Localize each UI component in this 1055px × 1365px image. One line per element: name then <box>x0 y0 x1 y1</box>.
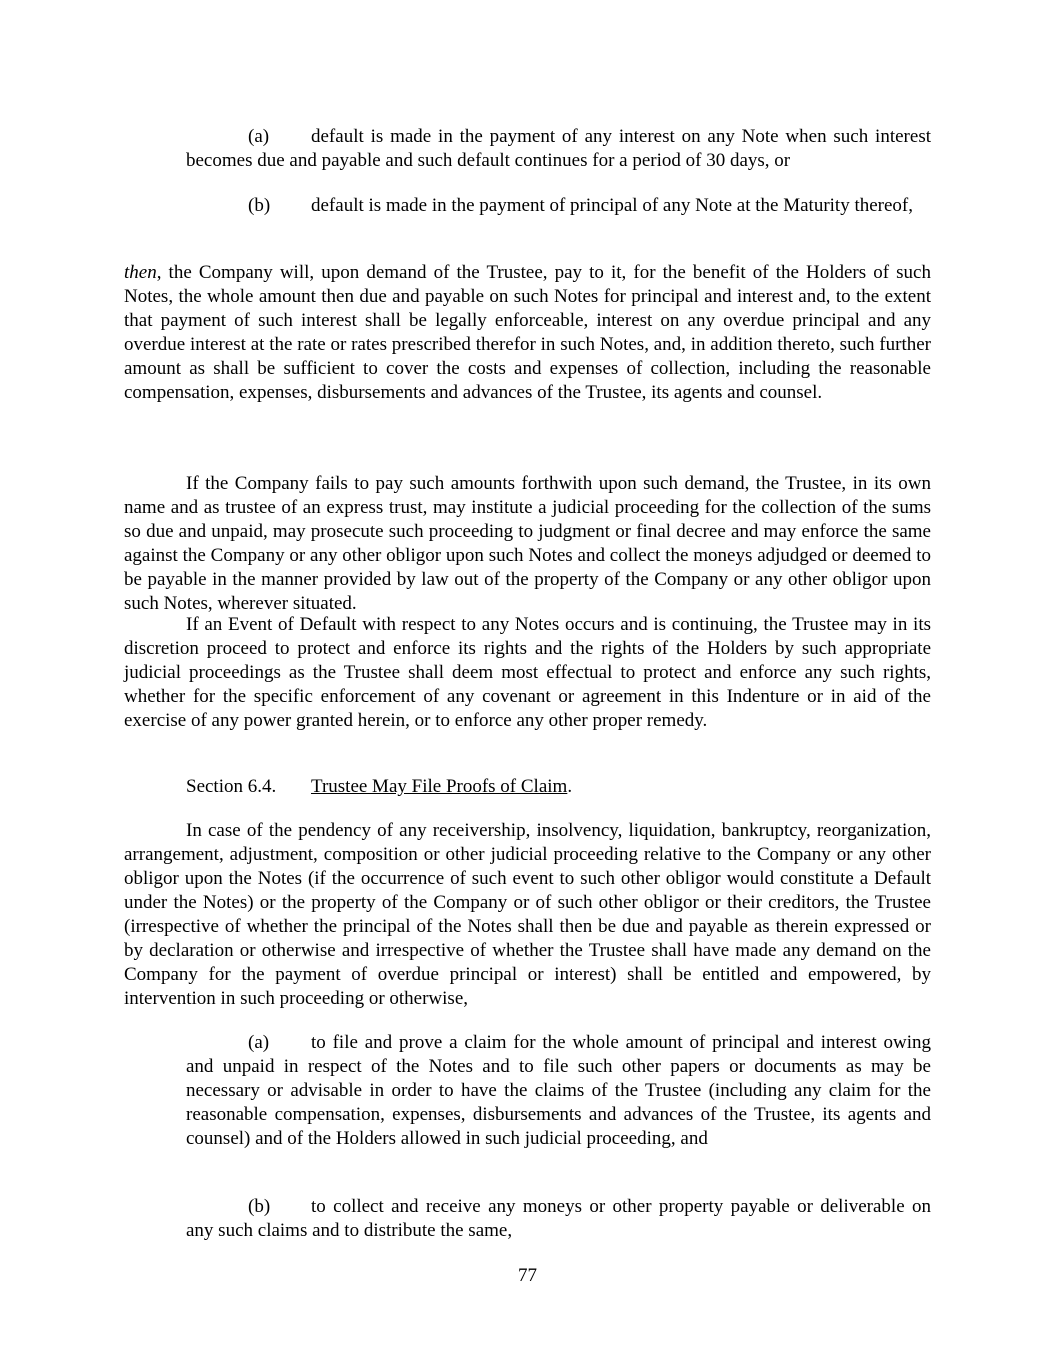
page-number: 77 <box>518 1265 537 1286</box>
section-title: Trustee May File Proofs of Claim <box>311 776 568 797</box>
clause-label: (a) <box>248 126 270 147</box>
section-number: Section 6.4. <box>186 776 277 797</box>
paragraph: If the Company fails to pay such amounts forthwith upon such demand, the Trustee, in its own name and as trustee of an express trust, may institute a judicial proceeding for the collection of the sums so due and unpaid, may prosecute such proceeding to judgment or final decree and may enforce the same against the Company or any other obligor upon such Notes and collect the moneys adjudged or deemed to be payable in the manner provided by law out of the property of the Company or any other obligor upon such Notes, wherever situated. <box>124 473 931 614</box>
clause-text: to collect and receive any moneys or other property payable or deliverable on any such claims and to distribute the same, <box>186 1196 931 1241</box>
paragraph-text: , the Company will, upon demand of the Trustee, pay to it, for the benefit of the Holders of such Notes, the whole amount then due and payable on such Notes for principal and interest and, to the extent that payment of such interest shall be legally enforceable, interest on any overdue principal and any overdue interest at the rate or rates prescribed therefor in such Notes, and, in addition thereto, such further amount as shall be sufficient to cover the costs and expenses of collection, including the reasonable compensation, expenses, disbursements and advances of the Trustee, its agents and counsel. <box>124 262 931 403</box>
clause-text: default is made in the payment of any interest on any Note when such interest becomes due and payable and such default continues for a period of 30 days, or <box>186 126 931 171</box>
then-word: then <box>124 262 157 283</box>
clause-label: (a) <box>248 1032 270 1053</box>
clause-label: (b) <box>248 195 271 216</box>
clause-text: to file and prove a claim for the whole amount of principal and interest owing and unpaid in respect of the Notes and to file such other papers or documents as may be necessary or advisable in order to have the claims of the Trustee (including any claim for the reasonable compensation, expenses, disbursements and advances of the Trustee, its agents and counsel) and of the Holders allowed in such judicial proceeding, and <box>186 1032 931 1149</box>
then-paragraph <box>124 261 931 405</box>
paragraph: If an Event of Default with respect to any Notes occurs and is continuing, the Trustee may in its discretion proceed to protect and enforce its rights and the rights of the Holders by such appropriate judicial proceedings as the Trustee shall deem most effectual to protect and enforce any such rights, whether for the specific enforcement of any covenant or agreement in this Indenture or in aid of the exercise of any power granted herein, or to enforce any other proper remedy. <box>124 614 931 731</box>
clause-b-top <box>186 194 931 218</box>
section-heading <box>186 775 931 799</box>
clause-a-top <box>186 125 931 173</box>
paragraph: In case of the pendency of any receivership, insolvency, liquidation, bankruptcy, reorganization, arrangement, adjustment, composition or other judicial proceeding relative to the Company or any other obligor upon the Notes (if the occurrence of such event to such other obligor would constitute a Default under the Notes) or the property of the Company or of such other obligor or their creditors, the Trustee (irrespective of whether the principal of the Notes shall then be due and payable as therein expressed or by declaration or otherwise and irrespective of whether the Trustee shall have made any demand on the Company for the payment of overdue principal or interest) shall be entitled and empowered, by intervention in such proceeding or otherwise, <box>124 820 931 1009</box>
section-period: . <box>567 776 573 797</box>
clause-label: (b) <box>248 1196 271 1217</box>
clause-b-bottom <box>186 1195 931 1243</box>
clause-text: default is made in the payment of principal of any Note at the Maturity thereof, <box>311 195 913 216</box>
clause-a-bottom <box>186 1031 931 1151</box>
